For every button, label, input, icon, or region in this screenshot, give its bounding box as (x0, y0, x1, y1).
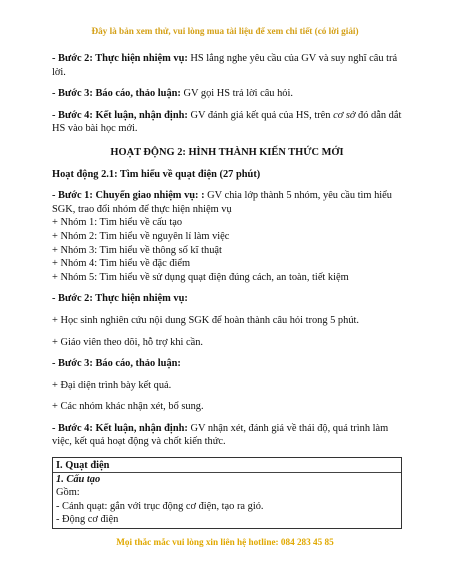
step-text: GV đánh giá kết quả của HS, trên (187, 109, 334, 121)
step-label: - Bước 4: Kết luận, nhận định: (52, 422, 188, 434)
list-item: + Giáo viên theo dõi, hỗ trợ khi cần. (52, 336, 204, 348)
list-item: + Đại diện trình bày kết quả. (52, 379, 172, 391)
step-text: GV gọi HS trả lời câu hỏi. (180, 88, 293, 100)
box-subtitle (56, 473, 398, 486)
section-heading: HOẠT ĐỘNG 2: HÌNH THÀNH KIẾN THỨC MỚI (110, 146, 344, 158)
step-text-italic: cơ sở (333, 109, 356, 121)
step-label: - Bước 2: Thực hiện nhiệm vụ: (52, 53, 188, 64)
group-item: + Nhóm 3: Tìm hiểu về thông số kĩ thuật (52, 244, 222, 256)
step-text-after: đó dẫn dắt HS vào bài học mới. (52, 109, 402, 135)
knowledge-box (52, 457, 402, 529)
step-1 (52, 189, 402, 216)
box-line: - Động cơ điện (56, 513, 119, 525)
step-3-intro (52, 87, 402, 101)
step-label: - Bước 4: Kết luận, nhận định: (52, 109, 188, 121)
lesson-content (52, 52, 402, 529)
activity-title-text: Hoạt động 2.1: Tìm hiểu về quạt điện (27 phút) (52, 168, 261, 180)
box-title (56, 459, 398, 472)
box-title-text: I. Quạt điện (56, 460, 110, 472)
activity-title (52, 168, 402, 182)
step-label: - Bước 2: Thực hiện nhiệm vụ: (52, 293, 188, 305)
step-4-intro (52, 109, 402, 136)
group-item: + Nhóm 5: Tìm hiểu về sử dụng quạt điện đúng cách, an toàn, tiết kiệm (52, 271, 349, 283)
step-text: GV nhận xét, đánh giá về thái độ, quá trình làm việc, kết quả hoạt động và chốt kiến thức. (52, 422, 389, 448)
box-subtitle-text: 1. Cấu tạo (56, 474, 101, 486)
group-item: + Nhóm 4: Tìm hiểu về đặc điểm (52, 258, 191, 270)
step-text: HS lắng nghe yêu cầu của GV và suy nghĩ câu trả lời. (52, 53, 398, 78)
preview-notice: Đây là bản xem thử, vui lòng mua tài liệu để xem chi tiết (có lời giải) (91, 26, 359, 36)
step-text: GV chia lớp thành 5 nhóm, yêu cầu tìm hiểu SGK, trao đổi nhóm để thực hiện nhiệm vụ (52, 190, 392, 215)
list-item: + Học sinh nghiên cứu nội dung SGK để hoàn thành câu hỏi trong 5 phút. (52, 314, 360, 326)
step-2-intro (52, 52, 402, 79)
step-3 (52, 357, 402, 371)
step-label: - Bước 3: Báo cáo, thảo luận: (52, 88, 181, 100)
list-item: + Các nhóm khác nhận xét, bổ sung. (52, 401, 204, 413)
step-4 (52, 422, 402, 449)
box-line: Gồm: (56, 487, 80, 499)
box-line: - Cánh quạt: gắn với trục động cơ điện, tạo ra gió. (56, 500, 264, 512)
step-2 (52, 292, 402, 306)
group-item: + Nhóm 2: Tìm hiểu về nguyên lí làm việc (52, 230, 230, 242)
step-label: - Bước 3: Báo cáo, thảo luận: (52, 358, 181, 370)
hotline-notice: Mọi thắc mắc vui lòng xin liên hệ hotline: 084 283 45 85 (116, 537, 334, 547)
group-item: + Nhóm 1: Tìm hiểu về cấu tạo (52, 217, 183, 229)
step-label: - Bước 1: Chuyển giao nhiệm vụ: : (52, 190, 205, 202)
